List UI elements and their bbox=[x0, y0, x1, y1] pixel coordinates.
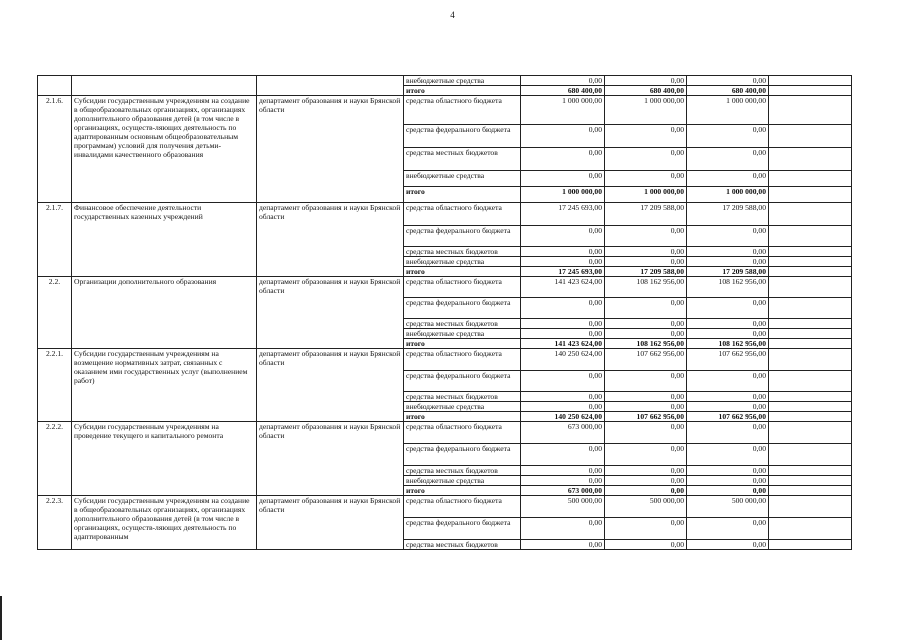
value-year-2: 0,00 bbox=[605, 371, 687, 392]
empty-cell bbox=[769, 466, 852, 476]
row-executor: департамент образования и науки Брянской области bbox=[257, 277, 404, 349]
value-year-1: 141 423 624,00 bbox=[521, 277, 605, 298]
funding-source: итого bbox=[404, 339, 521, 349]
funding-source: итого bbox=[404, 86, 521, 96]
row-code bbox=[38, 76, 72, 96]
value-year-2: 107 662 956,00 bbox=[605, 412, 687, 422]
row-executor: департамент образования и науки Брянской области bbox=[257, 349, 404, 422]
value-year-3: 0,00 bbox=[687, 298, 769, 319]
funding-source: средства федерального бюджета bbox=[404, 371, 521, 392]
value-year-2: 1 000 000,00 bbox=[605, 96, 687, 125]
empty-cell bbox=[769, 86, 852, 96]
empty-cell bbox=[769, 339, 852, 349]
value-year-1: 1 000 000,00 bbox=[521, 96, 605, 125]
value-year-3: 0,00 bbox=[687, 125, 769, 148]
funding-source: внебюджетные средства bbox=[404, 257, 521, 267]
empty-cell bbox=[769, 96, 852, 125]
row-executor bbox=[257, 76, 404, 96]
value-year-1: 17 245 693,00 bbox=[521, 203, 605, 226]
empty-cell bbox=[769, 226, 852, 247]
funding-source: итого bbox=[404, 267, 521, 277]
row-name: Субсидии государственным учреждениям на проведение текущего и капитального ремонта bbox=[72, 422, 257, 496]
value-year-3: 1 000 000,00 bbox=[687, 187, 769, 203]
funding-source: средства федерального бюджета bbox=[404, 125, 521, 148]
funding-source: средства местных бюджетов bbox=[404, 540, 521, 550]
value-year-1: 140 250 624,00 bbox=[521, 412, 605, 422]
empty-cell bbox=[769, 203, 852, 226]
value-year-2: 0,00 bbox=[605, 392, 687, 402]
value-year-3: 0,00 bbox=[687, 319, 769, 329]
value-year-2: 17 209 588,00 bbox=[605, 267, 687, 277]
value-year-1: 0,00 bbox=[521, 298, 605, 319]
funding-source: средства федерального бюджета bbox=[404, 518, 521, 540]
value-year-2: 0,00 bbox=[605, 298, 687, 319]
value-year-2: 0,00 bbox=[605, 257, 687, 267]
value-year-1: 0,00 bbox=[521, 518, 605, 540]
row-executor: департамент образования и науки Брянской области bbox=[257, 96, 404, 203]
value-year-1: 0,00 bbox=[521, 319, 605, 329]
value-year-3: 0,00 bbox=[687, 540, 769, 550]
value-year-3: 108 162 956,00 bbox=[687, 339, 769, 349]
value-year-2: 0,00 bbox=[605, 247, 687, 257]
value-year-1: 1 000 000,00 bbox=[521, 187, 605, 203]
row-name: Субсидии государственным учреждениям на создание в общеобразовательных организациях, организациях дополнительного образования детей (в том числе в организациях, осуществ-ляющих деятельность по адаптированным bbox=[72, 496, 257, 550]
empty-cell bbox=[769, 349, 852, 371]
row-executor: департамент образования и науки Брянской области bbox=[257, 422, 404, 496]
value-year-2: 0,00 bbox=[605, 329, 687, 339]
row-name: Финансовое обеспечение деятельности государственных казенных учреждений bbox=[72, 203, 257, 277]
empty-cell bbox=[769, 329, 852, 339]
row-name: Субсидии государственным учреждениям на создание в общеобразовательных организациях, организациях дополнительного образования детей (в том числе в организациях, осуществ-ляющих деятельность по адаптированным основным общеобразовательным программам) условий для получения детьми-инвалидами качественного образования bbox=[72, 96, 257, 203]
row-code: 2.2.2. bbox=[38, 422, 72, 496]
value-year-2: 0,00 bbox=[605, 518, 687, 540]
funding-source: средства местных бюджетов bbox=[404, 392, 521, 402]
empty-cell bbox=[769, 444, 852, 466]
value-year-3: 0,00 bbox=[687, 486, 769, 496]
value-year-3: 0,00 bbox=[687, 392, 769, 402]
value-year-1: 0,00 bbox=[521, 444, 605, 466]
value-year-1: 0,00 bbox=[521, 148, 605, 171]
value-year-1: 0,00 bbox=[521, 125, 605, 148]
value-year-1: 0,00 bbox=[521, 247, 605, 257]
row-name: Организации дополнительного образования bbox=[72, 277, 257, 349]
value-year-3: 0,00 bbox=[687, 171, 769, 187]
value-year-2: 0,00 bbox=[605, 476, 687, 486]
empty-cell bbox=[769, 171, 852, 187]
value-year-2: 0,00 bbox=[605, 422, 687, 444]
value-year-2: 0,00 bbox=[605, 226, 687, 247]
value-year-3: 107 662 956,00 bbox=[687, 349, 769, 371]
empty-cell bbox=[769, 540, 852, 550]
funding-source: внебюджетные средства bbox=[404, 171, 521, 187]
empty-cell bbox=[769, 486, 852, 496]
value-year-2: 0,00 bbox=[605, 486, 687, 496]
empty-cell bbox=[769, 402, 852, 412]
empty-cell bbox=[769, 476, 852, 486]
value-year-3: 0,00 bbox=[687, 466, 769, 476]
value-year-1: 673 000,00 bbox=[521, 486, 605, 496]
value-year-2: 680 400,00 bbox=[605, 86, 687, 96]
empty-cell bbox=[769, 496, 852, 518]
funding-source: средства областного бюджета bbox=[404, 203, 521, 226]
value-year-1: 0,00 bbox=[521, 171, 605, 187]
row-code: 2.1.7. bbox=[38, 203, 72, 277]
funding-source: средства областного бюджета bbox=[404, 96, 521, 125]
value-year-3: 0,00 bbox=[687, 329, 769, 339]
value-year-2: 108 162 956,00 bbox=[605, 339, 687, 349]
funding-source: внебюджетные средства bbox=[404, 402, 521, 412]
empty-cell bbox=[769, 412, 852, 422]
funding-source: средства федерального бюджета bbox=[404, 444, 521, 466]
row-code: 2.2.3. bbox=[38, 496, 72, 550]
value-year-3: 680 400,00 bbox=[687, 86, 769, 96]
value-year-1: 0,00 bbox=[521, 76, 605, 86]
budget-table bbox=[37, 75, 852, 550]
value-year-1: 680 400,00 bbox=[521, 86, 605, 96]
funding-source: средства областного бюджета bbox=[404, 422, 521, 444]
value-year-3: 0,00 bbox=[687, 76, 769, 86]
value-year-2: 0,00 bbox=[605, 402, 687, 412]
empty-cell bbox=[769, 76, 852, 86]
empty-cell bbox=[769, 267, 852, 277]
empty-cell bbox=[769, 392, 852, 402]
value-year-2: 108 162 956,00 bbox=[605, 277, 687, 298]
funding-source: внебюджетные средства bbox=[404, 76, 521, 86]
value-year-2: 500 000,00 bbox=[605, 496, 687, 518]
value-year-1: 141 423 624,00 bbox=[521, 339, 605, 349]
value-year-3: 107 662 956,00 bbox=[687, 412, 769, 422]
funding-source: средства федерального бюджета bbox=[404, 226, 521, 247]
value-year-2: 0,00 bbox=[605, 444, 687, 466]
empty-cell bbox=[769, 319, 852, 329]
empty-cell bbox=[769, 247, 852, 257]
value-year-3: 0,00 bbox=[687, 257, 769, 267]
value-year-3: 17 209 588,00 bbox=[687, 267, 769, 277]
value-year-2: 0,00 bbox=[605, 319, 687, 329]
funding-source: внебюджетные средства bbox=[404, 476, 521, 486]
value-year-1: 0,00 bbox=[521, 371, 605, 392]
empty-cell bbox=[769, 148, 852, 171]
table-row bbox=[38, 76, 852, 86]
value-year-2: 107 662 956,00 bbox=[605, 349, 687, 371]
table-row bbox=[38, 496, 852, 518]
funding-source: средства областного бюджета bbox=[404, 349, 521, 371]
row-code: 2.1.6. bbox=[38, 96, 72, 203]
row-name bbox=[72, 76, 257, 96]
row-code: 2.2. bbox=[38, 277, 72, 349]
empty-cell bbox=[769, 187, 852, 203]
value-year-1: 0,00 bbox=[521, 392, 605, 402]
funding-source: внебюджетные средства bbox=[404, 329, 521, 339]
value-year-3: 0,00 bbox=[687, 247, 769, 257]
value-year-1: 140 250 624,00 bbox=[521, 349, 605, 371]
value-year-1: 0,00 bbox=[521, 257, 605, 267]
value-year-3: 0,00 bbox=[687, 422, 769, 444]
value-year-1: 500 000,00 bbox=[521, 496, 605, 518]
funding-source: средства местных бюджетов bbox=[404, 247, 521, 257]
value-year-3: 0,00 bbox=[687, 518, 769, 540]
page-number: 4 bbox=[450, 10, 455, 20]
value-year-1: 0,00 bbox=[521, 540, 605, 550]
value-year-3: 0,00 bbox=[687, 476, 769, 486]
value-year-2: 1 000 000,00 bbox=[605, 187, 687, 203]
empty-cell bbox=[769, 518, 852, 540]
table-row bbox=[38, 96, 852, 125]
row-code: 2.2.1. bbox=[38, 349, 72, 422]
row-name: Субсидии государственным учреждениям на возмещение нормативных затрат, связанных с оказанием ими государственных услуг (выполнением работ) bbox=[72, 349, 257, 422]
value-year-3: 500 000,00 bbox=[687, 496, 769, 518]
value-year-1: 0,00 bbox=[521, 402, 605, 412]
value-year-2: 0,00 bbox=[605, 125, 687, 148]
row-executor: департамент образования и науки Брянской области bbox=[257, 203, 404, 277]
empty-cell bbox=[769, 277, 852, 298]
funding-source: средства местных бюджетов bbox=[404, 148, 521, 171]
funding-source: средства местных бюджетов bbox=[404, 319, 521, 329]
empty-cell bbox=[769, 422, 852, 444]
value-year-2: 0,00 bbox=[605, 466, 687, 476]
empty-cell bbox=[769, 298, 852, 319]
value-year-1: 0,00 bbox=[521, 466, 605, 476]
table-body bbox=[38, 76, 852, 550]
value-year-3: 1 000 000,00 bbox=[687, 96, 769, 125]
empty-cell bbox=[769, 125, 852, 148]
value-year-2: 0,00 bbox=[605, 540, 687, 550]
value-year-2: 0,00 bbox=[605, 148, 687, 171]
scan-edge-mark bbox=[0, 596, 2, 640]
value-year-3: 0,00 bbox=[687, 148, 769, 171]
value-year-3: 0,00 bbox=[687, 371, 769, 392]
value-year-1: 0,00 bbox=[521, 226, 605, 247]
value-year-2: 0,00 bbox=[605, 76, 687, 86]
value-year-3: 0,00 bbox=[687, 226, 769, 247]
value-year-1: 17 245 693,00 bbox=[521, 267, 605, 277]
empty-cell bbox=[769, 371, 852, 392]
funding-source: итого bbox=[404, 187, 521, 203]
funding-source: средства местных бюджетов bbox=[404, 466, 521, 476]
value-year-3: 0,00 bbox=[687, 402, 769, 412]
table-row bbox=[38, 277, 852, 298]
table-row bbox=[38, 422, 852, 444]
value-year-2: 17 209 588,00 bbox=[605, 203, 687, 226]
value-year-1: 0,00 bbox=[521, 329, 605, 339]
funding-source: средства областного бюджета bbox=[404, 277, 521, 298]
table-row bbox=[38, 349, 852, 371]
value-year-3: 108 162 956,00 bbox=[687, 277, 769, 298]
value-year-1: 673 000,00 bbox=[521, 422, 605, 444]
value-year-3: 0,00 bbox=[687, 444, 769, 466]
value-year-3: 17 209 588,00 bbox=[687, 203, 769, 226]
table-row bbox=[38, 203, 852, 226]
funding-source: итого bbox=[404, 486, 521, 496]
funding-source: средства областного бюджета bbox=[404, 496, 521, 518]
value-year-1: 0,00 bbox=[521, 476, 605, 486]
funding-source: итого bbox=[404, 412, 521, 422]
empty-cell bbox=[769, 257, 852, 267]
funding-source: средства федерального бюджета bbox=[404, 298, 521, 319]
row-executor: департамент образования и науки Брянской области bbox=[257, 496, 404, 550]
value-year-2: 0,00 bbox=[605, 171, 687, 187]
